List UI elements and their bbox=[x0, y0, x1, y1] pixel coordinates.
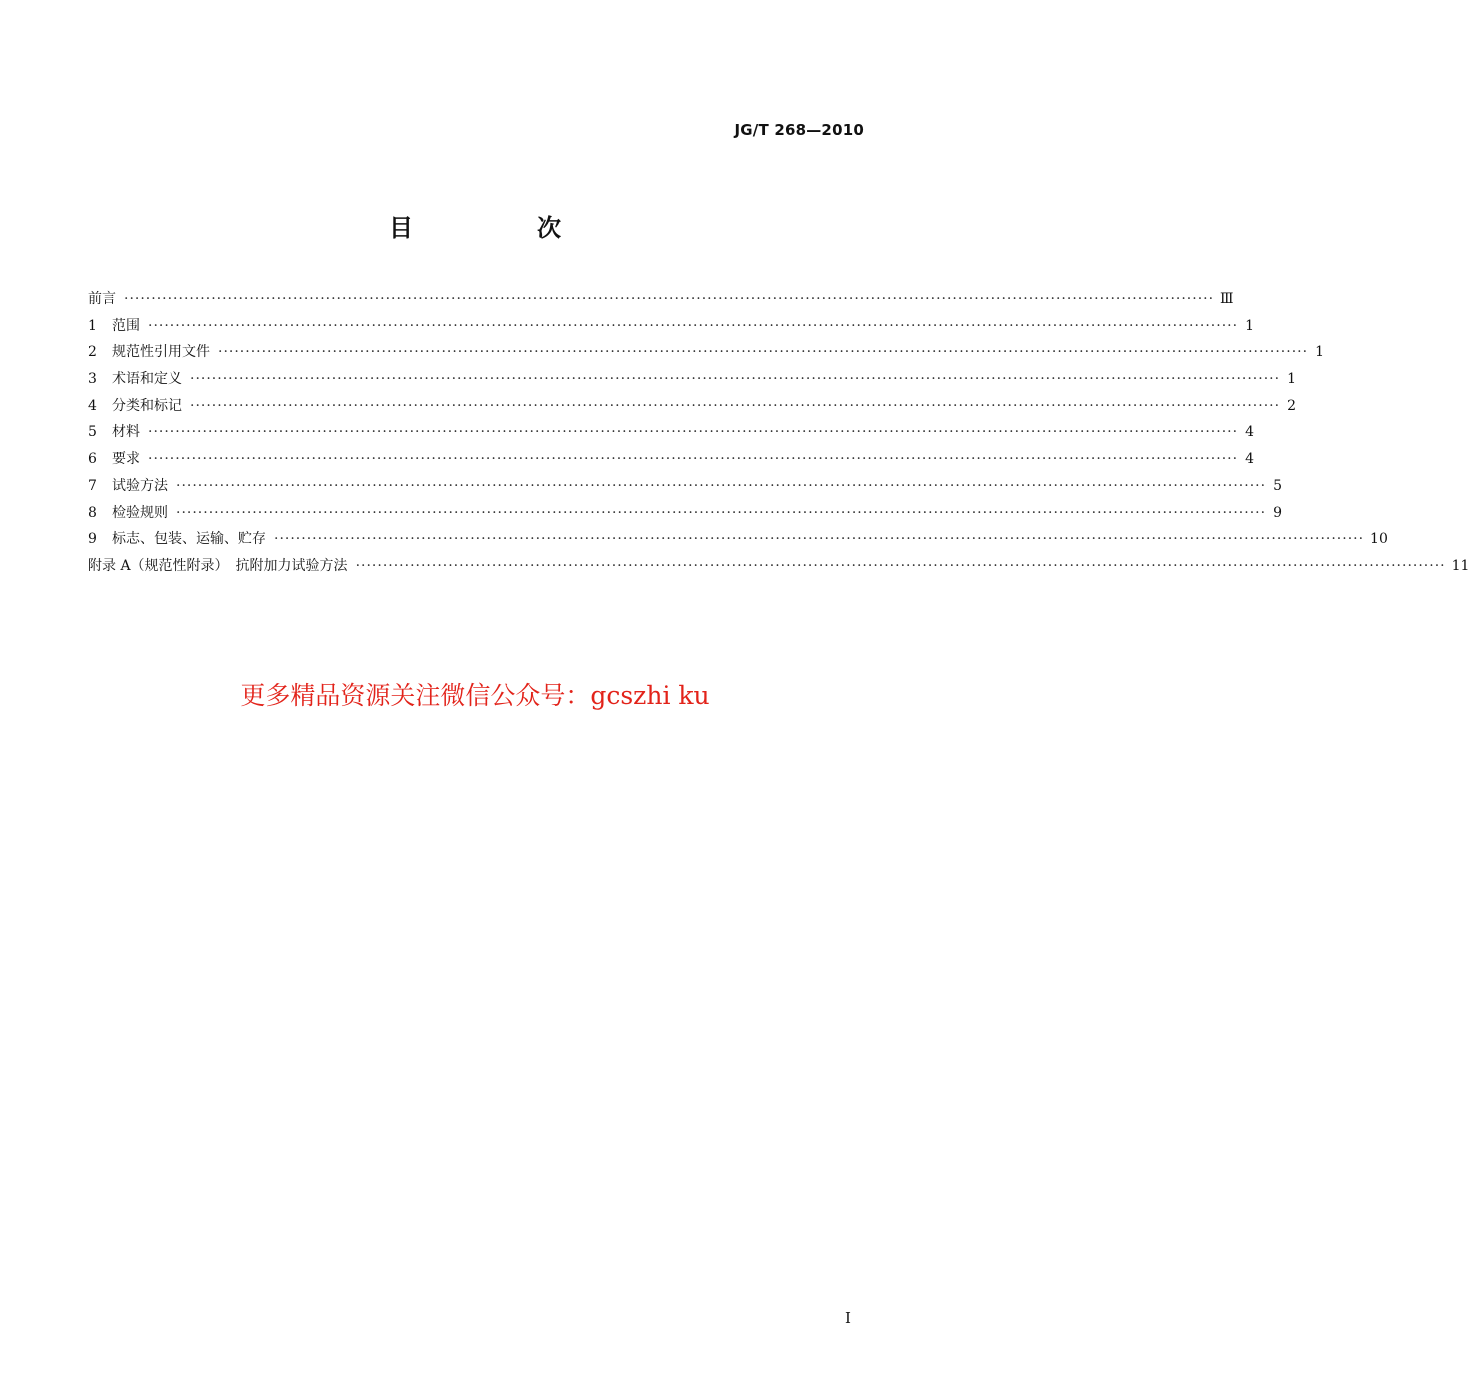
toc-entry-number: 7 bbox=[88, 477, 97, 494]
toc-entry[interactable] bbox=[88, 502, 1283, 529]
toc-entry-number: 4 bbox=[88, 397, 97, 414]
page-number: I bbox=[845, 1309, 851, 1327]
toc-title: 目 次 bbox=[389, 214, 611, 242]
toc-leader-dots: ········································································································································································································ bbox=[148, 451, 1239, 468]
toc-entry-page: Ⅲ bbox=[1220, 291, 1234, 307]
toc-entry-page: 4 bbox=[1245, 451, 1255, 468]
toc-entry-page: 1 bbox=[1245, 317, 1255, 334]
toc-entry[interactable] bbox=[88, 341, 1325, 368]
toc-leader-dots: ········································································································································································································ bbox=[148, 424, 1239, 441]
promo-banner-text: 更多精品资源关注微信公众号：gcszhi ku bbox=[240, 681, 710, 710]
toc-entry-text: 附录 A（规范性附录） 抗附加力试验方法 bbox=[88, 557, 348, 574]
toc-entry-page: 10 bbox=[1370, 531, 1388, 548]
toc-leader-dots: ········································································································································································································ bbox=[176, 504, 1267, 521]
toc-entry[interactable] bbox=[88, 395, 1297, 422]
toc-entry[interactable] bbox=[88, 555, 1469, 582]
toc-entry-page: 11 bbox=[1451, 557, 1469, 574]
toc-leader-dots: ········································································································································································································ bbox=[190, 397, 1281, 414]
toc-entry-text: 分类和标记 bbox=[112, 397, 182, 414]
toc-entry-number: 6 bbox=[88, 451, 97, 468]
toc-leader-dots: ········································································································································································································ bbox=[124, 291, 1215, 307]
toc-entry-number: 1 bbox=[88, 317, 97, 334]
toc-entry-page: 1 bbox=[1315, 344, 1325, 361]
toc-leader-dots: ········································································································································································································ bbox=[355, 557, 1446, 574]
toc-entry-page: 9 bbox=[1273, 504, 1283, 521]
toc-entry[interactable] bbox=[88, 475, 1283, 502]
toc-entry-text: 前言 bbox=[88, 291, 116, 307]
toc-entry[interactable] bbox=[88, 288, 1234, 315]
toc-entry-text: 标志、包装、运输、贮存 bbox=[112, 531, 266, 548]
toc-entry-text: 材料 bbox=[112, 424, 140, 441]
toc-entry-page: 4 bbox=[1245, 424, 1255, 441]
toc-entry-number: 2 bbox=[88, 344, 97, 361]
toc-entry-page: 2 bbox=[1287, 397, 1297, 414]
toc-entry-text: 范围 bbox=[112, 317, 140, 334]
toc-entry-page: 5 bbox=[1273, 477, 1283, 494]
toc-entry[interactable] bbox=[88, 368, 1297, 395]
toc-leader-dots: ········································································································································································································ bbox=[274, 531, 1365, 548]
toc-entry-text: 试验方法 bbox=[112, 477, 168, 494]
toc-leader-dots: ········································································································································································································ bbox=[176, 477, 1267, 494]
toc-entry-number: 3 bbox=[88, 371, 97, 388]
toc-entry-text: 要求 bbox=[112, 451, 140, 468]
toc-leader-dots: ········································································································································································································ bbox=[218, 344, 1309, 361]
toc-entry[interactable] bbox=[88, 421, 1255, 448]
toc-leader-dots: ········································································································································································································ bbox=[190, 371, 1281, 388]
toc-entry[interactable] bbox=[88, 528, 1388, 555]
toc-entry-page: 1 bbox=[1287, 371, 1297, 388]
toc-entry-number: 8 bbox=[88, 504, 97, 521]
toc-entry-number: 9 bbox=[88, 531, 97, 548]
table-of-contents bbox=[88, 288, 1469, 582]
standard-code: JG/T 268—2010 bbox=[734, 121, 864, 139]
toc-entry-number: 5 bbox=[88, 424, 97, 441]
toc-entry[interactable] bbox=[88, 315, 1255, 342]
toc-leader-dots: ········································································································································································································ bbox=[148, 317, 1239, 334]
toc-entry-text: 检验规则 bbox=[112, 504, 168, 521]
toc-entry[interactable] bbox=[88, 448, 1255, 475]
toc-entry-text: 术语和定义 bbox=[112, 371, 182, 388]
toc-entry-text: 规范性引用文件 bbox=[112, 344, 210, 361]
